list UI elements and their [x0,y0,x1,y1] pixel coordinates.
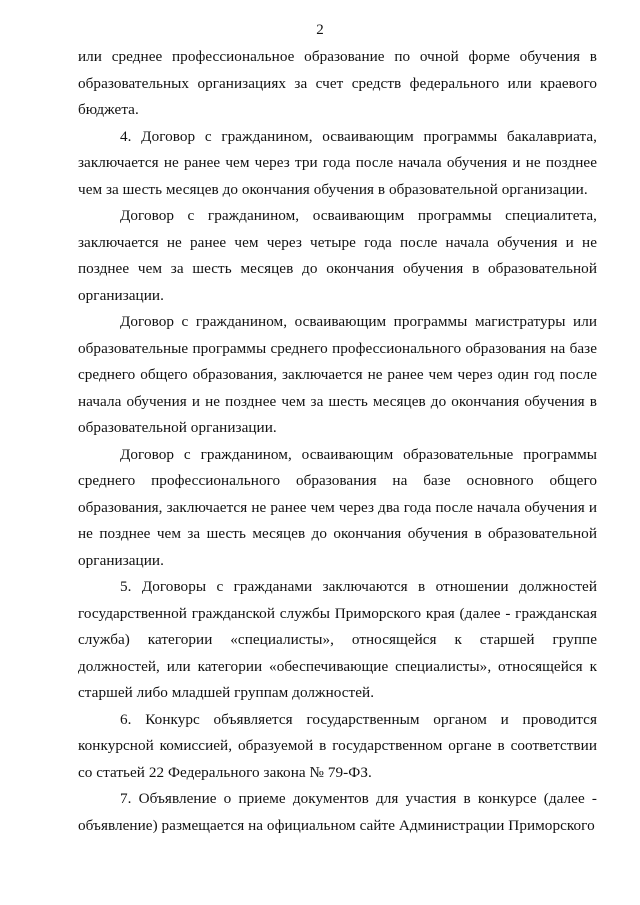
paragraph-item-5: 5. Договоры с гражданами заключаются в отношении должностей государственной гражданской службы Приморского края (далее - гражданская служба) категории «специалисты», относящейся к старшей группе должностей, или категории «обеспечивающие специалисты», относящейся к старшей либо младшей группам должностей. [78,578,597,701]
paragraph-specialist: Договор с гражданином, осваивающим программы специалитета, заключается не ранее чем через четыре года после начала обучения и не позднее чем за шесть месяцев до окончания обучения в образовательной организации. [78,207,597,304]
page-number: 2 [316,22,324,38]
paragraph-continuation: или среднее профессиональное образование по очной форме обучения в образовательных организациях за счет средств федерального или краевого бюджета. [78,48,597,118]
paragraph-item-6: 6. Конкурс объявляется государственным органом и проводится конкурсной комиссией, образуемой в государственном органе в соответствии со статьей 22 Федерального закона № 79-ФЗ. [78,710,597,781]
paragraph-item-4: 4. Договор с гражданином, осваивающим программы бакалавриата, заключается не ранее чем через три года после начала обучения и не позднее чем за шесть месяцев до окончания обучения в образовательной организации. [78,127,597,198]
paragraph-master: Договор с гражданином, осваивающим программы магистратуры или образовательные программы среднего профессионального образования на базе среднего общего образования, заключается не ранее чем через один год после начала обучения и не позднее чем за шесть месяцев до окончания обучения в образовательной организации. [78,313,597,436]
paragraph-item-7: 7. Объявление о приеме документов для участия в конкурсе (далее - объявление) размещается на официальном сайте Администрации Приморского [78,790,597,834]
document-body [78,44,597,839]
paragraph-vocational: Договор с гражданином, осваивающим образовательные программы среднего профессионального образования на базе основного общего образования, заключается не ранее чем через два года после начала обучения и не позднее чем за шесть месяцев до окончания обучения в образовательной организации. [78,445,597,569]
